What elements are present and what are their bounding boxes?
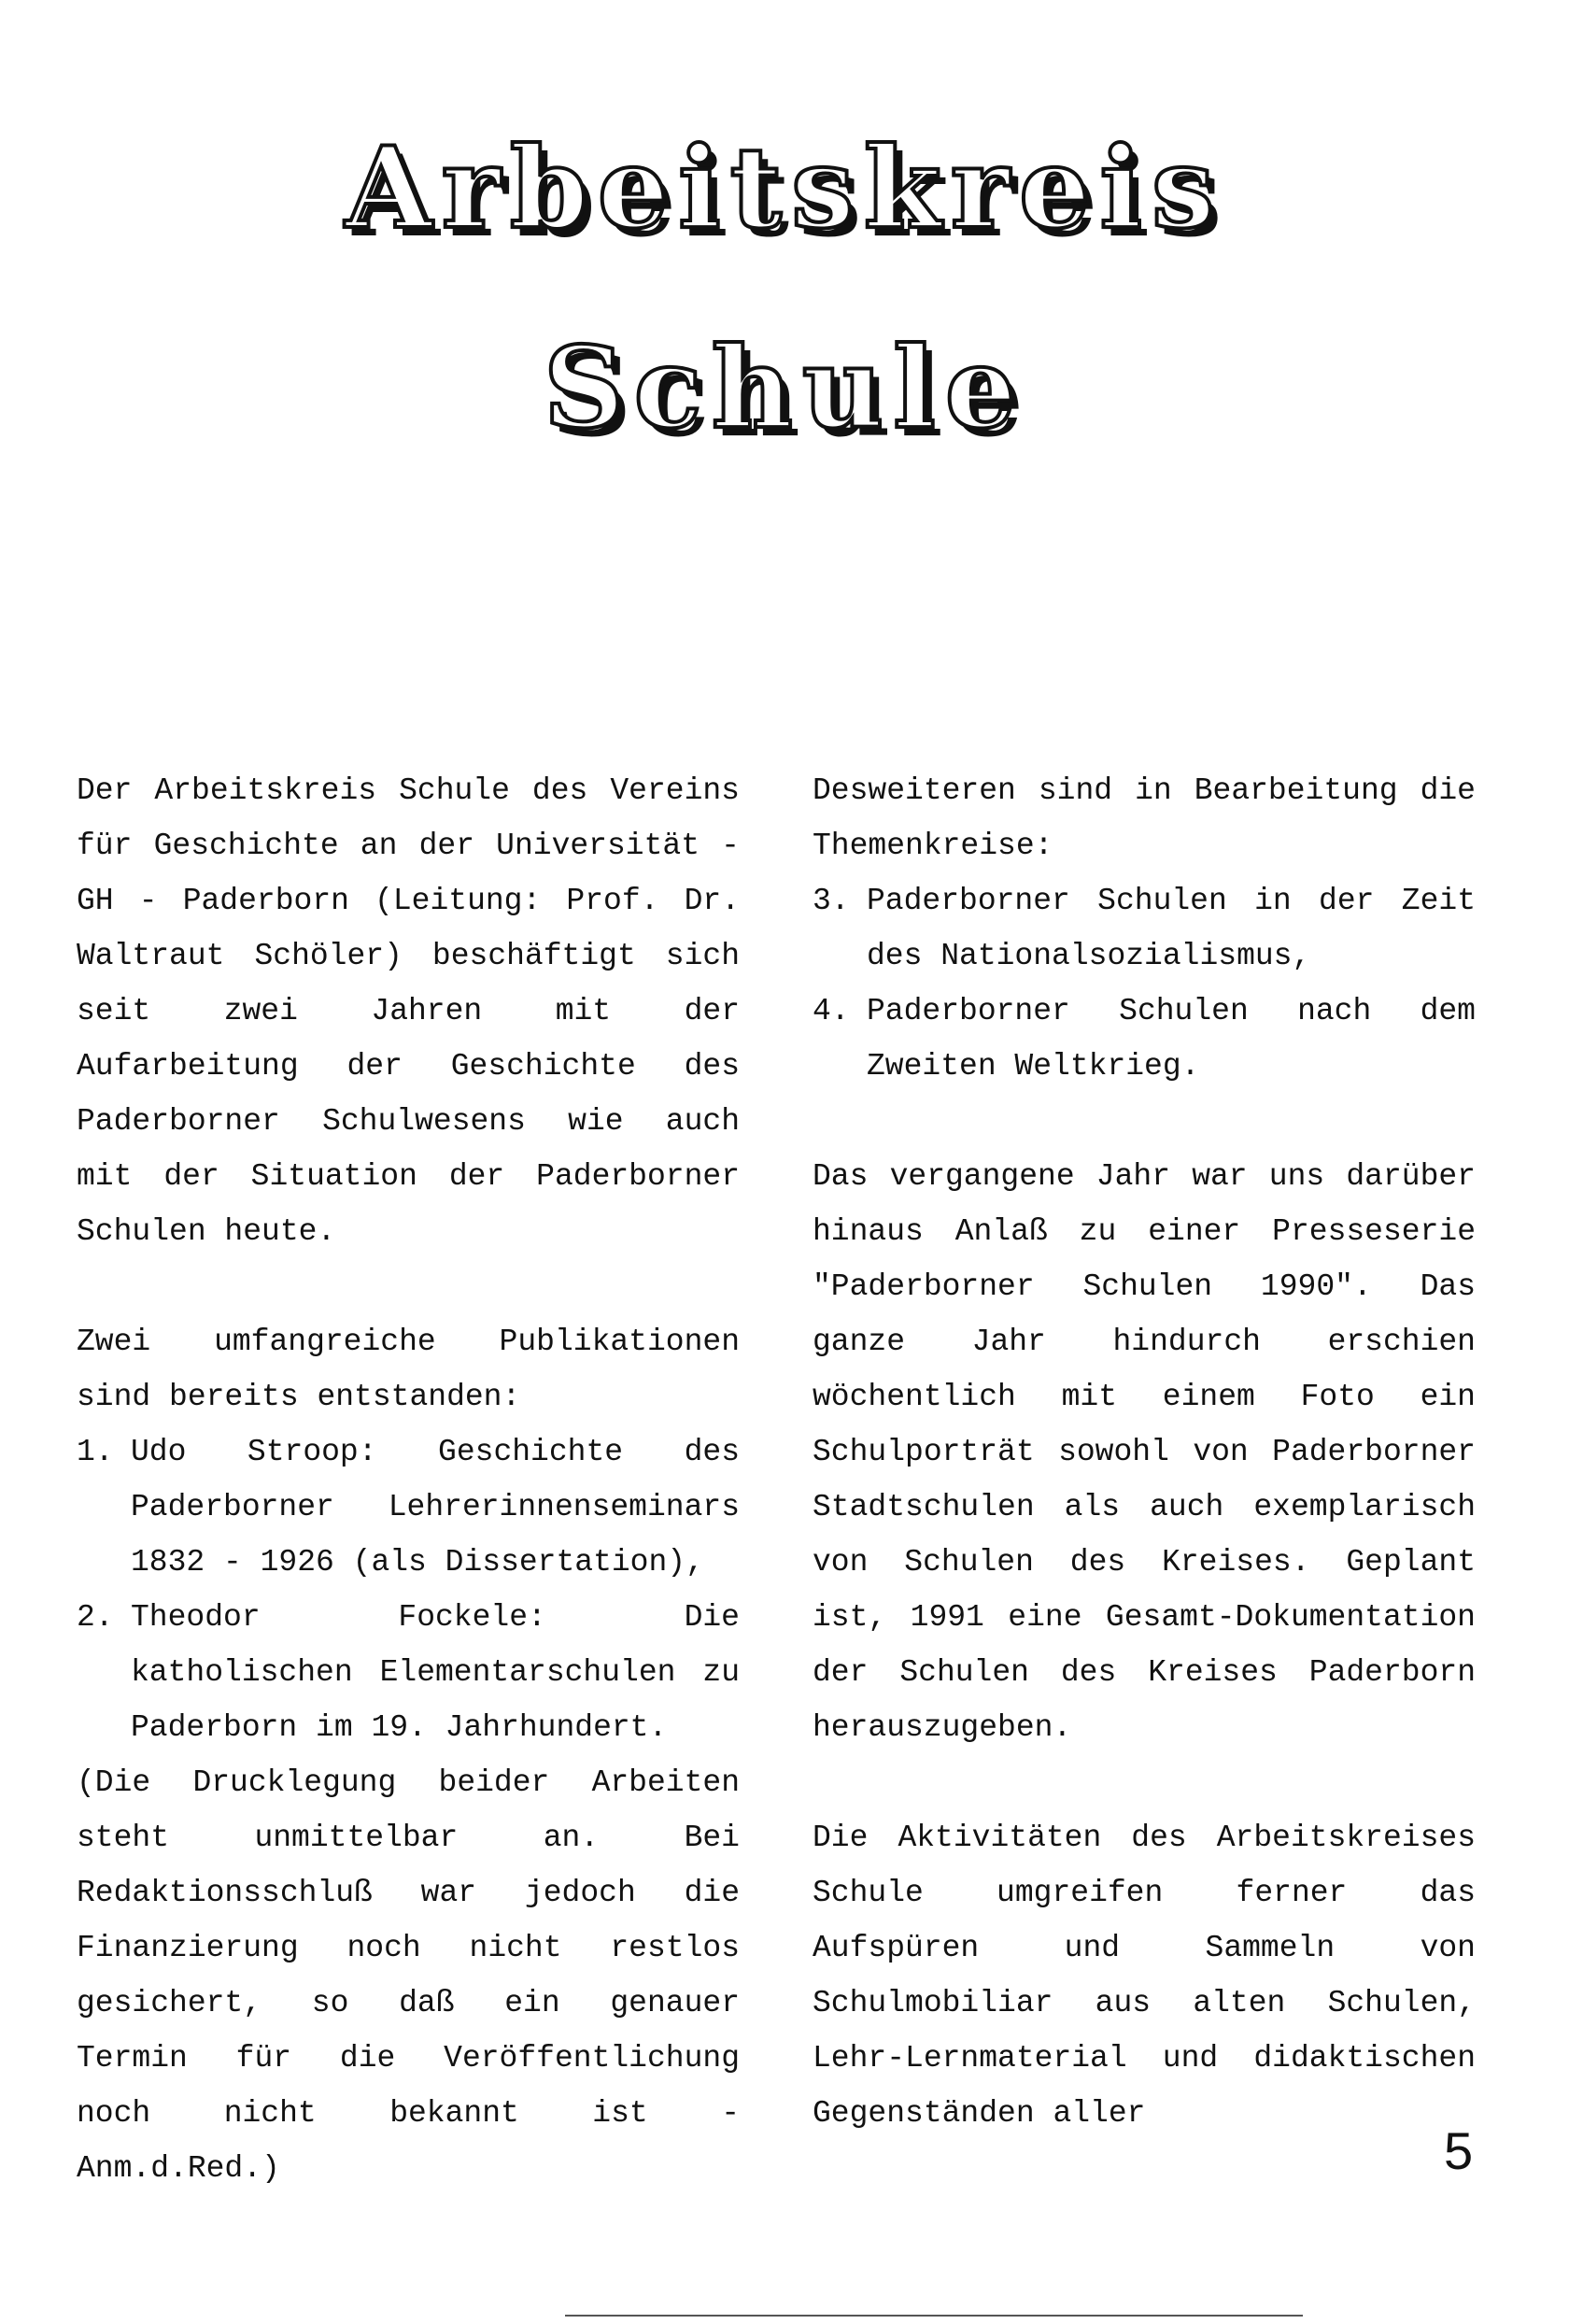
list-item-number: 2. — [77, 1600, 114, 1635]
list-item-text: Paderborner Schulen in der Zeit des Nationalsozialismus, — [867, 884, 1476, 973]
publications-intro: Zwei umfangreiche Publikationen sind bereits entstanden: — [77, 1325, 740, 1414]
bottom-rule — [565, 2315, 1303, 2317]
press-series-paragraph: Das vergangene Jahr war uns darüber hinaus Anlaß zu einer Presseserie "Paderborner Schulen 1990". Das ganze Jahr hindurch erschien wöchentlich mit einem Foto ein Schulporträt sowohl von Paderborner Stadtschulen als auch exemplarisch von Schulen des Kreises. Geplant ist, 1991 eine Gesamt-Dokumentation der Schulen des Kreises Paderborn herauszugeben. — [813, 1159, 1476, 1745]
list-item-number: 4. — [813, 994, 850, 1028]
page-title-line-2: Schule — [543, 322, 1026, 454]
list-item-text: Theodor Fockele: Die katholischen Elementarschulen zu Paderborn im 19. Jahrhundert. — [131, 1600, 740, 1745]
list-item — [813, 984, 1476, 1094]
list-item-text: Paderborner Schulen nach dem Zweiten Weltkrieg. — [867, 994, 1476, 1084]
topics-intro: Desweiteren sind in Bearbeitung die Themenkreise: — [813, 773, 1476, 863]
left-column — [77, 763, 740, 2196]
list-item-text: Udo Stroop: Geschichte des Paderborner Lehrerinnenseminars 1832 - 1926 (als Dissertation), — [131, 1435, 740, 1580]
list-item-number: 3. — [813, 884, 850, 918]
intro-paragraph: Der Arbeitskreis Schule des Vereins für Geschichte an der Universität - GH - Paderborn (Leitung: Prof. Dr. Waltraut Schöler) beschäftigt sich seit zwei Jahren mit der Aufarbeitung der Geschichte des Paderborner Schulwesens wie auch mit der Situation der Paderborner Schulen heute. — [77, 773, 740, 1249]
list-item-number: 1. — [77, 1435, 114, 1469]
page-title-line-1: Arbeitskreis — [345, 122, 1224, 254]
list-item — [77, 1424, 740, 1590]
list-item — [813, 873, 1476, 984]
editor-note: (Die Drucklegung beider Arbeiten steht unmittelbar an. Bei Redaktionsschluß war jedoch die Finanzierung noch nicht restlos gesichert, so daß ein genauer Termin für die Veröffentlichung noch nicht bekannt ist - Anm.d.Red.) — [77, 1765, 740, 2186]
page-number: 5 — [1444, 2121, 1474, 2180]
right-column — [813, 763, 1476, 2141]
activities-paragraph: Die Aktivitäten des Arbeitskreises Schule umgreifen ferner das Aufspüren und Sammeln von Schulmobiliar aus alten Schulen, Lehr-Lernmaterial und didaktischen Gegenständen aller — [813, 1821, 1476, 2131]
list-item — [77, 1590, 740, 1755]
